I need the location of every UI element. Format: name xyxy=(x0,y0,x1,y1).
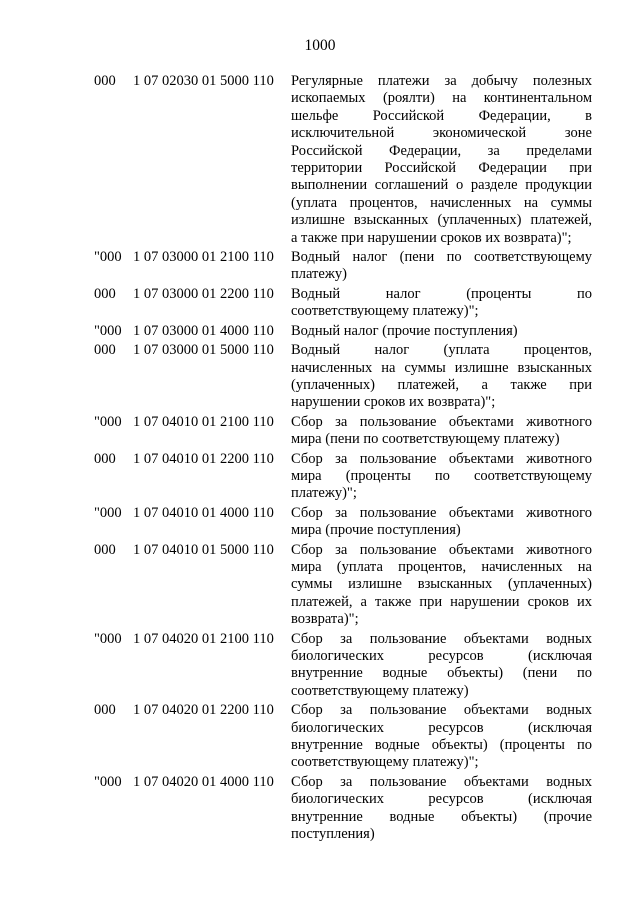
row-description xyxy=(291,414,592,449)
description-line: Сбор за пользование объектами водных xyxy=(291,773,592,790)
table-row xyxy=(0,702,640,772)
description-line: внутренние водные объекты) (прочие xyxy=(291,808,592,825)
admin-code: "000 xyxy=(94,630,122,647)
table-row xyxy=(0,631,640,701)
description-line: мира (пени по соответствующему платежу) xyxy=(291,431,560,448)
table-row xyxy=(0,414,640,449)
description-line: соответствующему платежу)"; xyxy=(291,754,479,771)
description-line: (уплата процентов, начисленных на суммы xyxy=(291,194,592,211)
description-line: платежей, а также при нарушении сроков их xyxy=(291,593,592,610)
table-row xyxy=(0,542,640,629)
description-line: поступления) xyxy=(291,826,375,843)
description-line: (уплаченных) платежей, а также при xyxy=(291,376,592,393)
description-line: ископаемых (роялти) на континентальном xyxy=(291,90,592,107)
description-line: внутренние водные объекты) (пени по xyxy=(291,665,592,682)
admin-code: 000 xyxy=(94,702,116,719)
table-row xyxy=(0,73,640,247)
description-line: Водный налог (пени по соответствующему xyxy=(291,249,592,266)
table-row xyxy=(0,249,640,284)
budget-classification-code: 1 07 04020 01 2200 110 xyxy=(133,702,274,719)
description-line: биологических ресурсов (исключая xyxy=(291,719,592,736)
description-line: Сбор за пользование объектами животного xyxy=(291,541,592,558)
description-line: излишне взысканных (уплаченных) платежей, xyxy=(291,212,592,229)
description-line: соответствующему платежу)"; xyxy=(291,303,479,320)
table-row xyxy=(0,505,640,540)
row-description xyxy=(291,631,592,701)
row-description xyxy=(291,342,592,412)
budget-classification-code: 1 07 04020 01 2100 110 xyxy=(133,630,274,647)
table-row xyxy=(0,342,640,412)
description-line: Сбор за пользование объектами водных xyxy=(291,702,592,719)
budget-classification-code: 1 07 04010 01 2200 110 xyxy=(133,450,274,467)
table-row xyxy=(0,286,640,321)
row-description xyxy=(291,542,592,629)
budget-classification-code: 1 07 04010 01 2100 110 xyxy=(133,413,274,430)
budget-classification-code: 1 07 03000 01 4000 110 xyxy=(133,322,274,339)
description-line: биологических ресурсов (исключая xyxy=(291,648,592,664)
description-line: Российской Федерации, за пределами xyxy=(291,142,592,159)
description-line: мира (прочие поступления) xyxy=(291,522,461,539)
description-line: Сбор за пользование объектами животного xyxy=(291,413,592,430)
description-line: выполнении соглашений о разделе продукции xyxy=(291,177,592,194)
description-line: Регулярные платежи за добычу полезных xyxy=(291,73,592,89)
budget-classification-code: 1 07 02030 01 5000 110 xyxy=(133,73,274,89)
row-description xyxy=(291,505,592,540)
budget-classification-code: 1 07 04010 01 5000 110 xyxy=(133,541,274,558)
description-line: Водный налог (уплата процентов, xyxy=(291,342,592,359)
description-line: нарушении сроков их возврата)"; xyxy=(291,394,496,411)
row-description xyxy=(291,451,592,503)
admin-code: 000 xyxy=(94,342,116,359)
description-line: мира (уплата процентов, начисленных на xyxy=(291,558,592,575)
description-line: шельфе Российской Федерации, в xyxy=(291,107,592,124)
description-line: территории Российской Федерации при xyxy=(291,160,592,177)
admin-code: 000 xyxy=(94,73,116,89)
row-description xyxy=(291,323,592,340)
admin-code: 000 xyxy=(94,541,116,558)
page-number: 1000 xyxy=(304,37,336,54)
admin-code: "000 xyxy=(94,322,122,339)
description-line: платежу)"; xyxy=(291,485,357,502)
budget-classification-code: 1 07 04020 01 4000 110 xyxy=(133,773,274,790)
admin-code: 000 xyxy=(94,285,116,302)
budget-classification-code: 1 07 04010 01 4000 110 xyxy=(133,504,274,521)
description-line: исключительной экономической зоне xyxy=(291,125,592,142)
row-description xyxy=(291,249,592,284)
row-description xyxy=(291,774,592,844)
description-line: Сбор за пользование объектами животного xyxy=(291,450,592,467)
description-line: биологических ресурсов (исключая xyxy=(291,791,592,808)
table-row xyxy=(0,323,640,340)
description-line: Водный налог (прочие поступления) xyxy=(291,322,518,339)
description-line: Сбор за пользование объектами водных xyxy=(291,630,592,647)
row-description xyxy=(291,286,592,321)
budget-classification-code: 1 07 03000 01 5000 110 xyxy=(133,342,274,359)
admin-code: "000 xyxy=(94,504,122,521)
budget-classification-code: 1 07 03000 01 2200 110 xyxy=(133,285,274,302)
document-table xyxy=(0,73,640,845)
description-line: платежу) xyxy=(291,266,347,283)
description-line: внутренние водные объекты) (проценты по xyxy=(291,737,592,754)
description-line: мира (проценты по соответствующему xyxy=(291,467,592,484)
description-line: Водный налог (проценты по xyxy=(291,285,592,302)
table-row xyxy=(0,451,640,503)
description-line: возврата)"; xyxy=(291,611,359,628)
admin-code: "000 xyxy=(94,413,122,430)
description-line: суммы излишне взысканных (уплаченных) xyxy=(291,576,592,593)
description-line: соответствующему платежу) xyxy=(291,682,469,699)
row-description xyxy=(291,702,592,772)
admin-code: "000 xyxy=(94,773,122,790)
admin-code: "000 xyxy=(94,249,122,266)
admin-code: 000 xyxy=(94,450,116,467)
row-description xyxy=(291,73,592,247)
description-line: а также при нарушении сроков их возврата)"; xyxy=(291,229,572,246)
table-row xyxy=(0,774,640,844)
description-line: Сбор за пользование объектами животного xyxy=(291,504,592,521)
budget-classification-code: 1 07 03000 01 2100 110 xyxy=(133,249,274,266)
description-line: начисленных на суммы излишне взысканных xyxy=(291,359,592,376)
